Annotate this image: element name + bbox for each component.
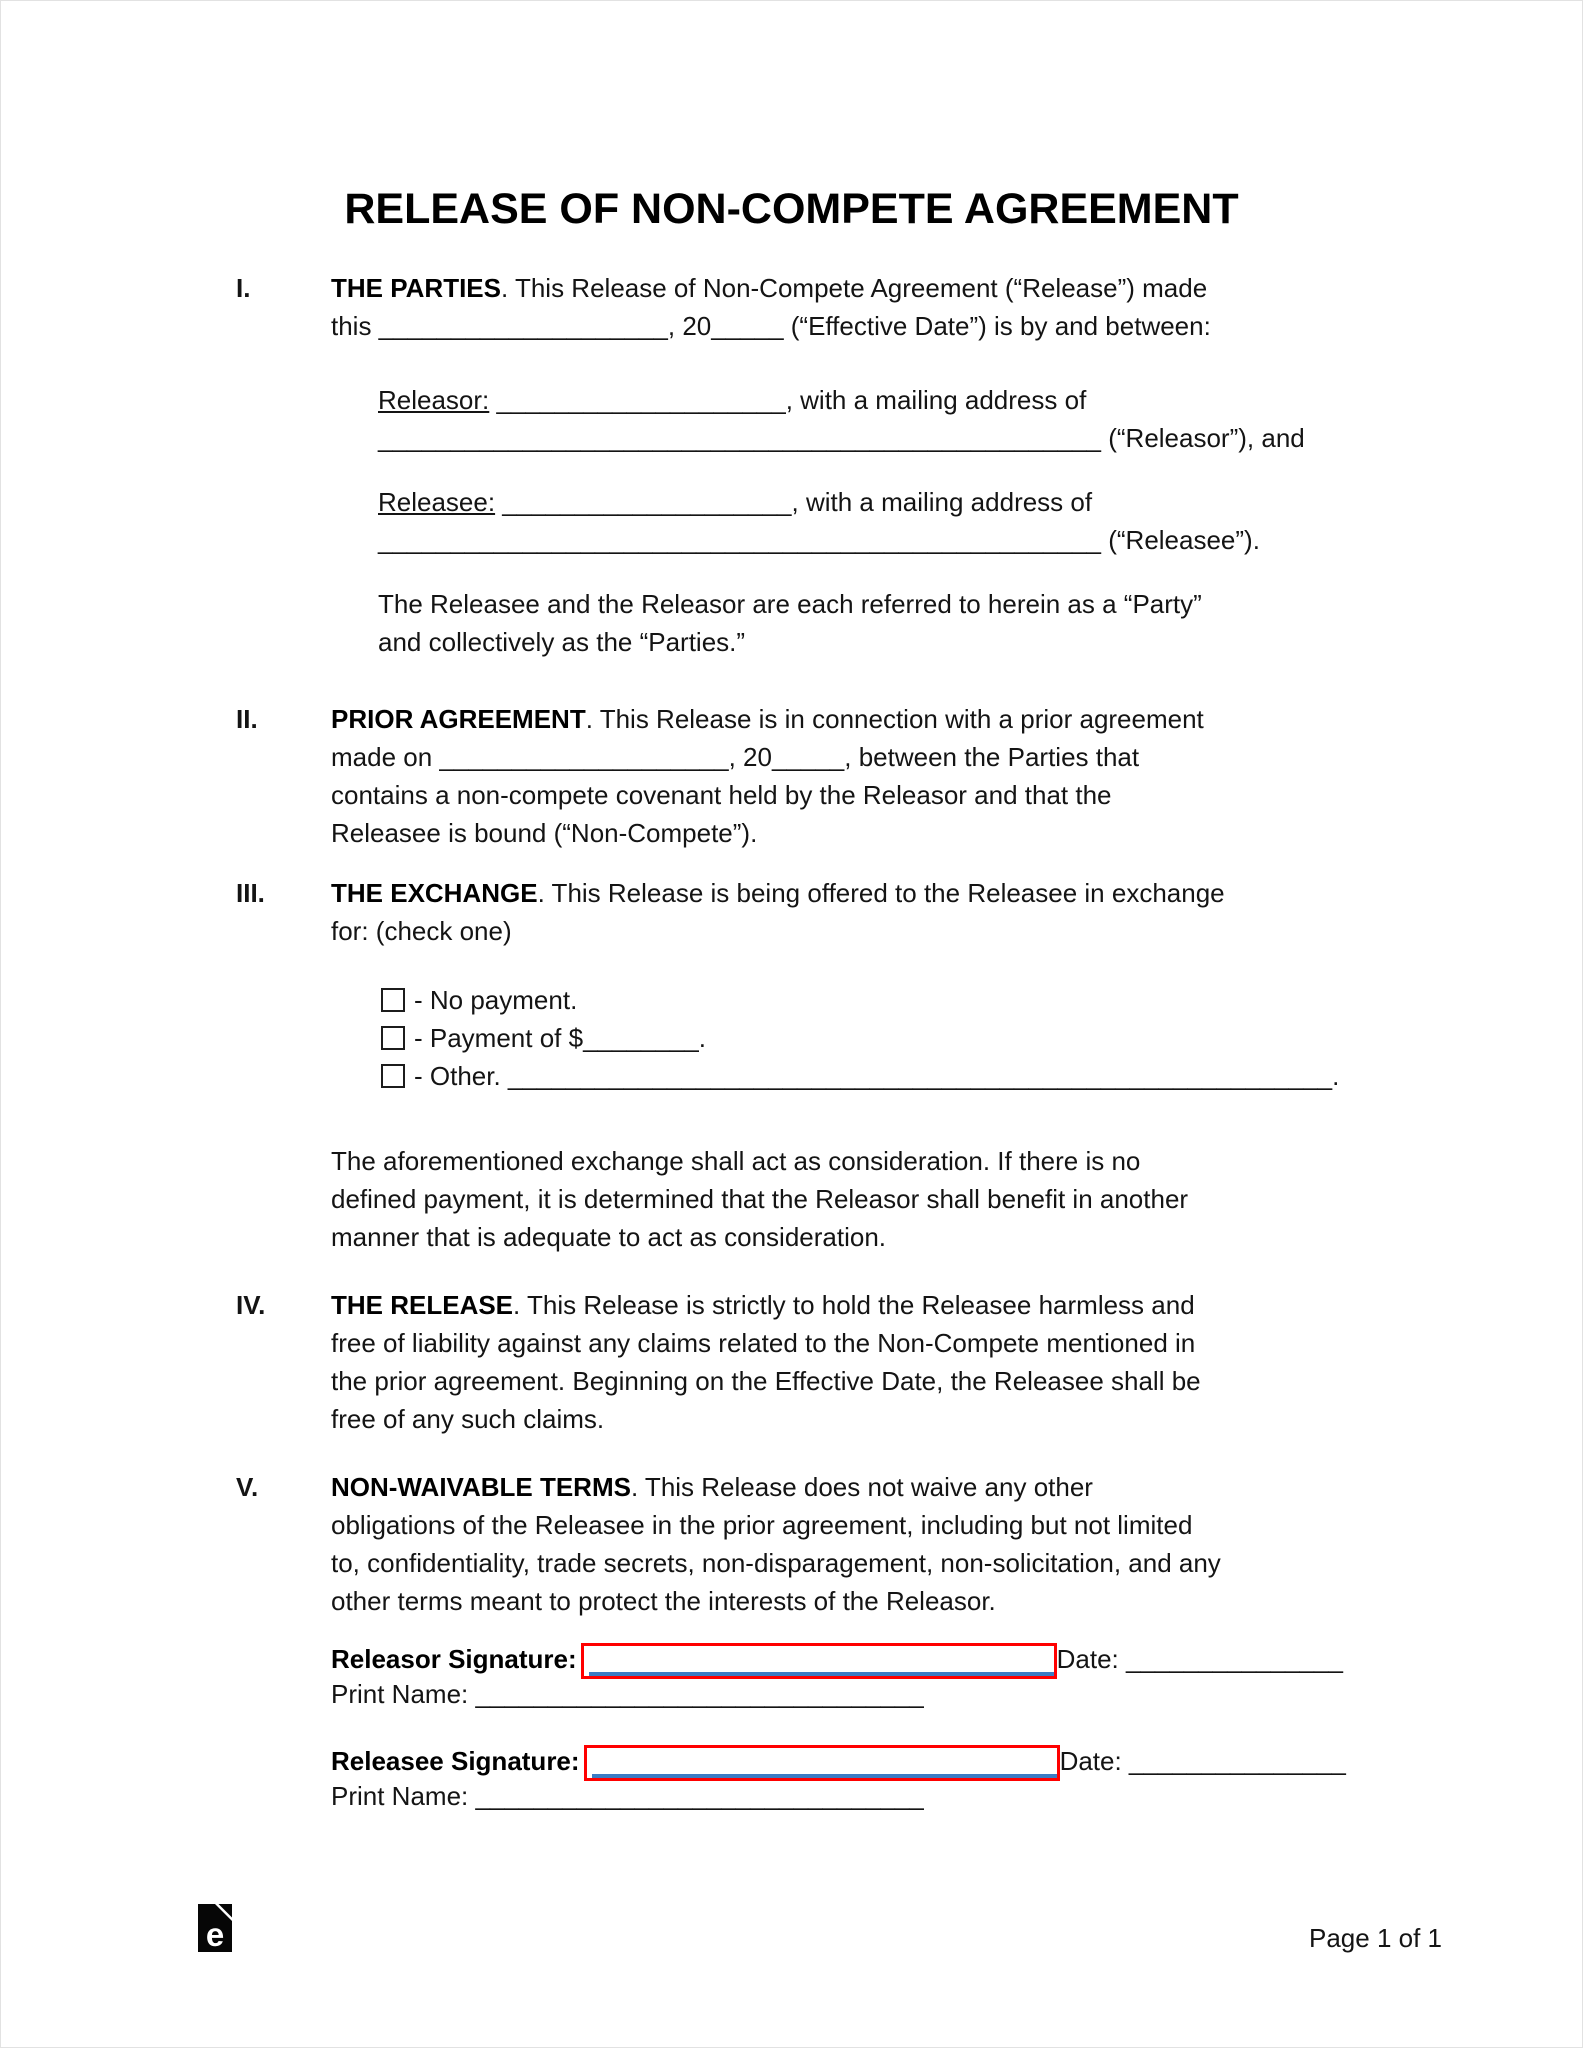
section-line: THE RELEASE. This Release is strictly to hold the Releasee harmless and	[331, 1290, 1195, 1320]
section-line: contains a non-compete covenant held by the Releasor and that the	[331, 780, 1112, 810]
releasee-signature-field[interactable]	[584, 1745, 1060, 1781]
section-the-exchange	[236, 874, 1416, 950]
section-heading: THE RELEASE	[331, 1290, 514, 1320]
section-numeral: II.	[236, 704, 258, 734]
option-label: - No payment.	[414, 985, 578, 1015]
section-heading: THE PARTIES	[331, 273, 501, 303]
releasee-block	[378, 483, 1418, 559]
checkbox-payment[interactable]	[381, 1026, 405, 1050]
releasor-label: Releasor:	[378, 385, 490, 415]
section-heading: NON-WAIVABLE TERMS	[331, 1472, 631, 1502]
consideration-paragraph	[331, 1142, 1416, 1256]
option-label: - Other. _________________________________________________________.	[414, 1061, 1340, 1091]
releasor-signature-label: Releasor Signature:	[331, 1644, 577, 1674]
eforms-logo	[198, 1904, 232, 1952]
section-line: free of liability against any claims related to the Non-Compete mentioned in	[331, 1328, 1196, 1358]
section-the-parties	[236, 269, 1416, 345]
releasee-date-blank: Date: _______________	[1059, 1746, 1346, 1776]
section-line: to, confidentiality, trade secrets, non-disparagement, non-solicitation, and any	[331, 1548, 1221, 1578]
section-numeral: V.	[236, 1472, 259, 1502]
section-numeral: IV.	[236, 1290, 266, 1320]
document-title: RELEASE OF NON-COMPETE AGREEMENT	[344, 185, 1239, 233]
releasor-print-name: Print Name: _______________________________	[331, 1679, 924, 1709]
paragraph-line: The aforementioned exchange shall act as consideration. If there is no	[331, 1146, 1141, 1176]
section-line: free of any such claims.	[331, 1404, 605, 1434]
logo-letter: e	[205, 1916, 225, 1952]
releasee-signature-label: Releasee Signature:	[331, 1746, 580, 1776]
section-line: THE EXCHANGE. This Release is being offered to the Releasee in exchange	[331, 878, 1225, 908]
releasee-line: Releasee: ____________________, with a mailing address of	[378, 487, 1093, 517]
option-label: - Payment of $________.	[414, 1023, 706, 1053]
checkbox-other[interactable]	[381, 1064, 405, 1088]
releasor-signature-row	[331, 1640, 1343, 1679]
section-line: Releasee is bound (“Non-Compete”).	[331, 818, 758, 848]
section-prior-agreement	[236, 700, 1416, 852]
page-number: Page 1 of 1	[1309, 1923, 1442, 1953]
section-numeral: I.	[236, 273, 251, 303]
releasor-block	[378, 381, 1418, 457]
section-line: NON-WAIVABLE TERMS. This Release does not waive any other	[331, 1472, 1093, 1502]
releasor-line: Releasor: ____________________, with a mailing address of	[378, 385, 1087, 415]
exchange-options	[381, 981, 1421, 1095]
section-line: this ____________________, 20_____ (“Effective Date”) is by and between:	[331, 311, 1211, 341]
paragraph-line: defined payment, it is determined that the Releasor shall benefit in another	[331, 1184, 1189, 1214]
releasee-print-name: Print Name: _______________________________	[331, 1781, 924, 1811]
option-payment	[381, 1019, 1421, 1057]
section-numeral: III.	[236, 878, 265, 908]
section-heading: THE EXCHANGE	[331, 878, 538, 908]
section-non-waivable-terms	[236, 1468, 1416, 1620]
releasor-date-blank: Date: _______________	[1056, 1644, 1343, 1674]
parties-note-line: The Releasee and the Releasor are each referred to herein as a “Party”	[378, 589, 1202, 619]
section-line: PRIOR AGREEMENT. This Release is in connection with a prior agreement	[331, 704, 1204, 734]
section-line: THE PARTIES. This Release of Non-Compete Agreement (“Release”) made	[331, 273, 1208, 303]
option-other	[381, 1057, 1421, 1095]
parties-note-line: and collectively as the “Parties.”	[378, 627, 746, 657]
section-line: for: (check one)	[331, 916, 512, 946]
section-the-release	[236, 1286, 1416, 1438]
section-heading: PRIOR AGREEMENT	[331, 704, 586, 734]
releasee-address-blank: __________________________________________________ (“Releasee”).	[378, 525, 1260, 555]
checkbox-no-payment[interactable]	[381, 988, 405, 1012]
section-line: other terms meant to protect the interests of the Releasor.	[331, 1586, 996, 1616]
option-no-payment	[381, 981, 1421, 1019]
releasee-label: Releasee:	[378, 487, 496, 517]
releasor-address-blank: __________________________________________________ (“Releasor”), and	[378, 423, 1305, 453]
parties-note	[378, 585, 1418, 661]
releasee-signature-row	[331, 1742, 1346, 1781]
paragraph-line: manner that is adequate to act as consideration.	[331, 1222, 887, 1252]
section-line: obligations of the Releasee in the prior agreement, including but not limited	[331, 1510, 1193, 1540]
section-line: made on ____________________, 20_____, between the Parties that	[331, 742, 1140, 772]
section-line: the prior agreement. Beginning on the Effective Date, the Releasee shall be	[331, 1366, 1201, 1396]
releasor-signature-field[interactable]	[581, 1643, 1057, 1679]
